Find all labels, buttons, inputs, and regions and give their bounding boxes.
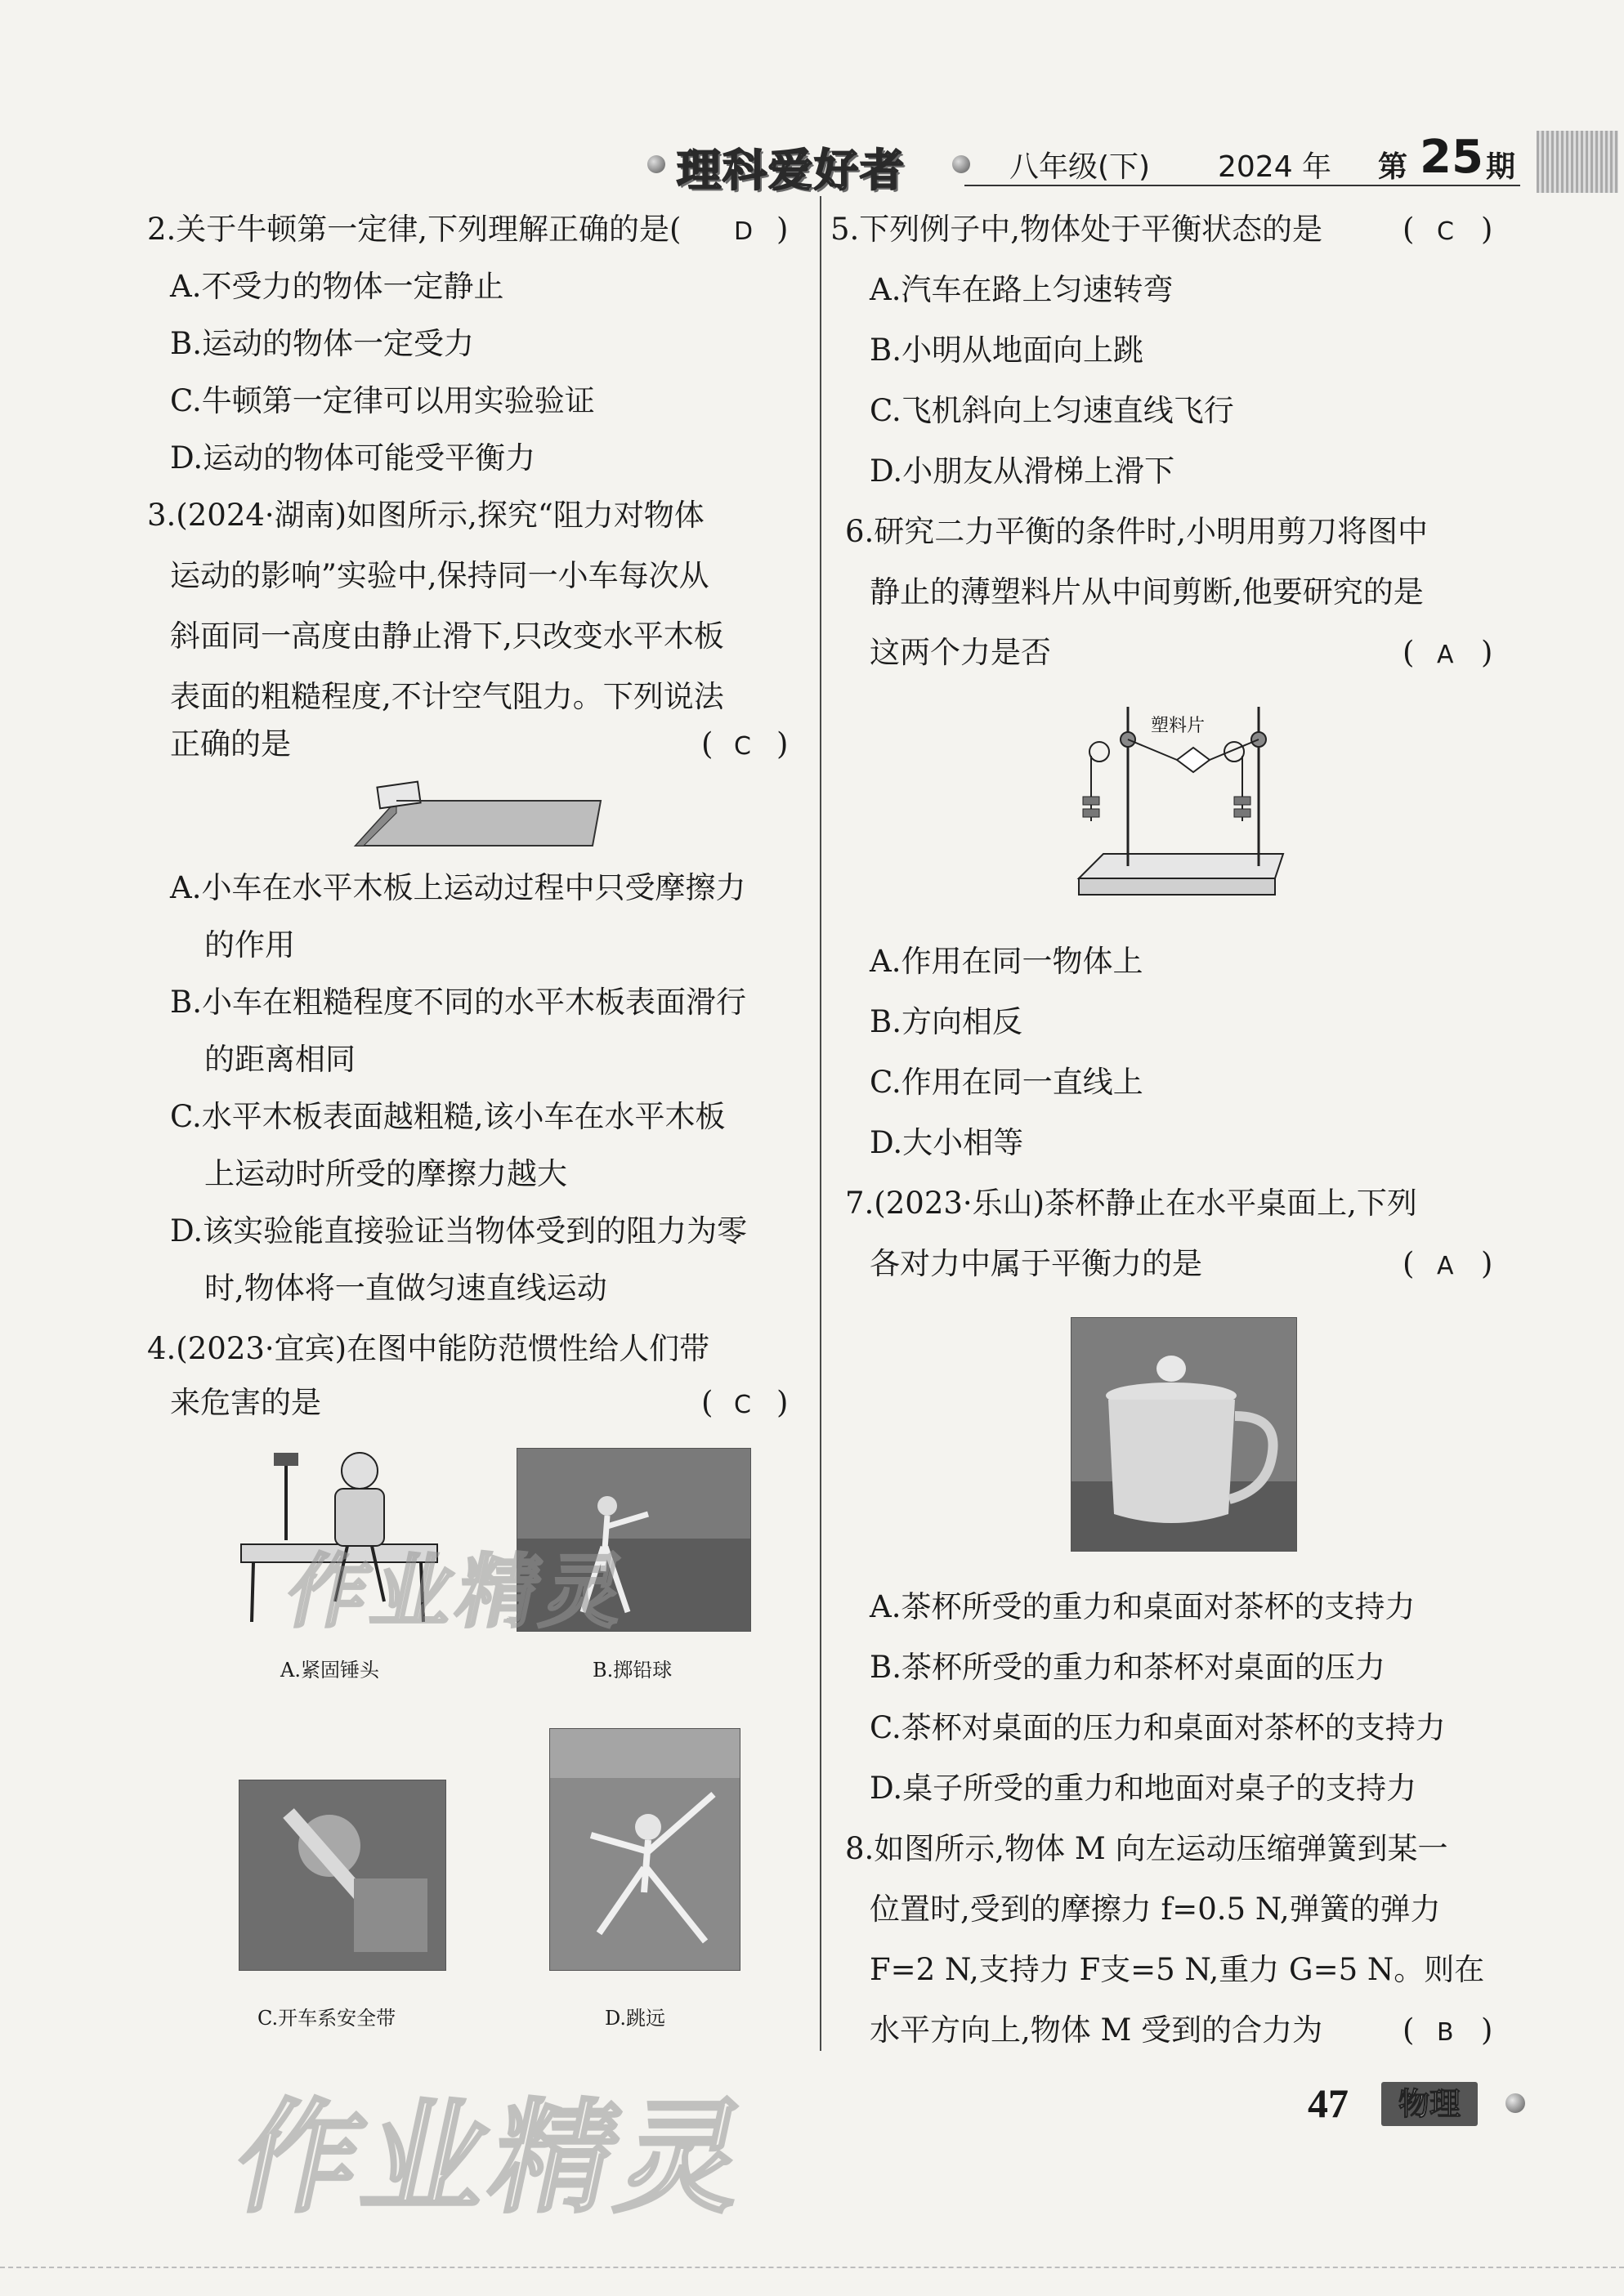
q2-answer: D xyxy=(734,217,754,246)
q8-paren-close: ) xyxy=(1481,2012,1493,2048)
q7-stem-line: 各对力中属于平衡力的是 xyxy=(870,1246,1202,1281)
q6-option-b: B.方向相反 xyxy=(870,1004,1022,1039)
q6-stem-line: 这两个力是否 xyxy=(870,635,1051,670)
q3-stem-line: 斜面同一高度由静止滑下,只改变水平木板 xyxy=(170,619,724,654)
q3-stem-line: 3.(2024·湖南)如图所示,探究“阻力对物体 xyxy=(147,498,705,533)
issue-number: 25 xyxy=(1420,131,1483,184)
watermark: 作业精灵 xyxy=(279,1546,639,1639)
year-label: 2024 年 xyxy=(1218,150,1332,184)
q8-answer: B xyxy=(1437,2018,1454,2047)
q6-answer: A xyxy=(1437,641,1454,669)
q4-caption-a: A.紧固锤头 xyxy=(280,1659,379,1682)
q7-option-b: B.茶杯所受的重力和茶杯对桌面的压力 xyxy=(870,1650,1385,1685)
q5-option-c: C.飞机斜向上匀速直线飞行 xyxy=(870,393,1234,428)
footer-bullet-icon xyxy=(1505,2093,1525,2113)
q3-stem-line: 运动的影响”实验中,保持同一小车每次从 xyxy=(170,558,709,593)
plastic-sheet-label: 塑料片 xyxy=(1151,716,1206,736)
q5-answer: C xyxy=(1437,217,1454,246)
q3-option-b-cont: 的距离相同 xyxy=(204,1042,356,1077)
q2-option-c: C.牛顿第一定律可以用实验验证 xyxy=(170,383,595,418)
q4-caption-b: B.掷铅球 xyxy=(593,1659,673,1682)
q6-option-c: C.作用在同一直线上 xyxy=(870,1065,1143,1100)
q7-paren-close: ) xyxy=(1481,1246,1493,1281)
q8-stem-line: 位置时,受到的摩擦力 f=0.5 N,弹簧的弹力 xyxy=(870,1892,1441,1927)
header-rule xyxy=(964,185,1520,186)
q3-paren-open: ( xyxy=(701,726,714,762)
q7-option-a: A.茶杯所受的重力和桌面对茶杯的支持力 xyxy=(870,1589,1416,1624)
q8-stem-line: 水平方向上,物体 M 受到的合力为 xyxy=(870,2012,1323,2048)
q7-option-c: C.茶杯对桌面的压力和桌面对茶杯的支持力 xyxy=(870,1710,1446,1745)
watermark: 作业精灵 xyxy=(223,2088,764,2230)
q8-paren-open: ( xyxy=(1403,2012,1415,2048)
q2-option-b: B.运动的物体一定受力 xyxy=(170,326,474,361)
q4-stem-line: 来危害的是 xyxy=(170,1385,321,1420)
page-number: 47 xyxy=(1308,2080,1349,2126)
q3-stem-line: 表面的粗糙程度,不计空气阻力。下列说法 xyxy=(170,679,724,714)
q2-paren: ) xyxy=(776,212,789,247)
q8-stem-line: F=2 N,支持力 F支=5 N,重力 G=5 N。则在 xyxy=(870,1952,1485,1987)
q4-caption-c: C.开车系安全带 xyxy=(257,2007,396,2030)
brand-title: 理科爱好者 xyxy=(677,145,906,196)
q6-paren-close: ) xyxy=(1481,635,1493,670)
q2-option-d: D.运动的物体可能受平衡力 xyxy=(170,440,536,476)
page-edge xyxy=(0,2267,1624,2269)
column-divider xyxy=(820,196,821,2051)
q6-stem-line: 静止的薄塑料片从中间剪断,他要研究的是 xyxy=(870,574,1424,610)
q6-option-d: D.大小相等 xyxy=(870,1125,1024,1160)
two-force-figure xyxy=(1071,690,1291,919)
q3-paren-close: ) xyxy=(776,726,789,762)
q6-option-a: A.作用在同一物体上 xyxy=(870,944,1143,979)
q3-option-d-cont: 时,物体将一直做匀速直线运动 xyxy=(204,1271,607,1306)
brand-bullet-icon xyxy=(647,155,665,173)
q6-stem-line: 6.研究二力平衡的条件时,小明用剪刀将图中 xyxy=(845,514,1429,549)
q5-option-d: D.小朋友从滑梯上滑下 xyxy=(870,453,1175,489)
brand-bullet-icon xyxy=(952,155,970,173)
q7-answer: A xyxy=(1437,1252,1454,1280)
q5-paren-close: ) xyxy=(1481,212,1493,247)
q4-paren-open: ( xyxy=(701,1385,714,1420)
q5-option-a: A.汽车在路上匀速转弯 xyxy=(870,272,1174,307)
q7-paren-open: ( xyxy=(1403,1246,1415,1281)
q4-answer: C xyxy=(734,1391,751,1419)
q4-caption-d: D.跳远 xyxy=(605,2007,666,2030)
grade-label: 八年级(下) xyxy=(1009,150,1151,184)
q3-option-c-cont: 上运动时所受的摩擦力越大 xyxy=(204,1156,567,1191)
q8-stem-line: 8.如图所示,物体 M 向左运动压缩弹簧到某一 xyxy=(845,1831,1448,1866)
q3-option-a-cont: 的作用 xyxy=(204,927,295,963)
q5-paren-open: ( xyxy=(1403,212,1415,247)
q3-option-b: B.小车在粗糙程度不同的水平木板表面滑行 xyxy=(170,985,746,1020)
q3-answer: C xyxy=(734,732,751,761)
q7-option-d: D.桌子所受的重力和地面对桌子的支持力 xyxy=(870,1771,1417,1806)
corner-texture xyxy=(1537,131,1618,193)
incline-figure xyxy=(347,776,609,858)
q6-paren-open: ( xyxy=(1403,635,1415,670)
issue-suffix: 期 xyxy=(1486,150,1516,184)
q3-stem-line: 正确的是 xyxy=(170,726,291,762)
q5-stem: 5.下列例子中,物体处于平衡状态的是 xyxy=(830,212,1323,247)
q3-option-d: D.该实验能直接验证当物体受到的阻力为零 xyxy=(170,1213,748,1249)
issue-prefix: 第 xyxy=(1378,150,1408,184)
long-jump-photo xyxy=(549,1728,740,1971)
q5-option-b: B.小明从地面向上跳 xyxy=(870,333,1143,368)
q4-paren-close: ) xyxy=(776,1385,789,1420)
q3-option-c: C.水平木板表面越粗糙,该小车在水平木板 xyxy=(170,1099,726,1134)
subject-tag: 物理 xyxy=(1381,2082,1478,2126)
q2-option-a: A.不受力的物体一定静止 xyxy=(170,269,504,304)
q3-option-a: A.小车在水平木板上运动过程中只受摩擦力 xyxy=(170,870,746,905)
q7-stem-line: 7.(2023·乐山)茶杯静止在水平桌面上,下列 xyxy=(845,1186,1417,1221)
teacup-photo xyxy=(1071,1317,1297,1552)
q2-stem: 2.关于牛顿第一定律,下列理解正确的是( xyxy=(147,212,682,247)
q4-stem-line: 4.(2023·宜宾)在图中能防范惯性给人们带 xyxy=(147,1331,710,1366)
seatbelt-photo xyxy=(239,1780,446,1971)
